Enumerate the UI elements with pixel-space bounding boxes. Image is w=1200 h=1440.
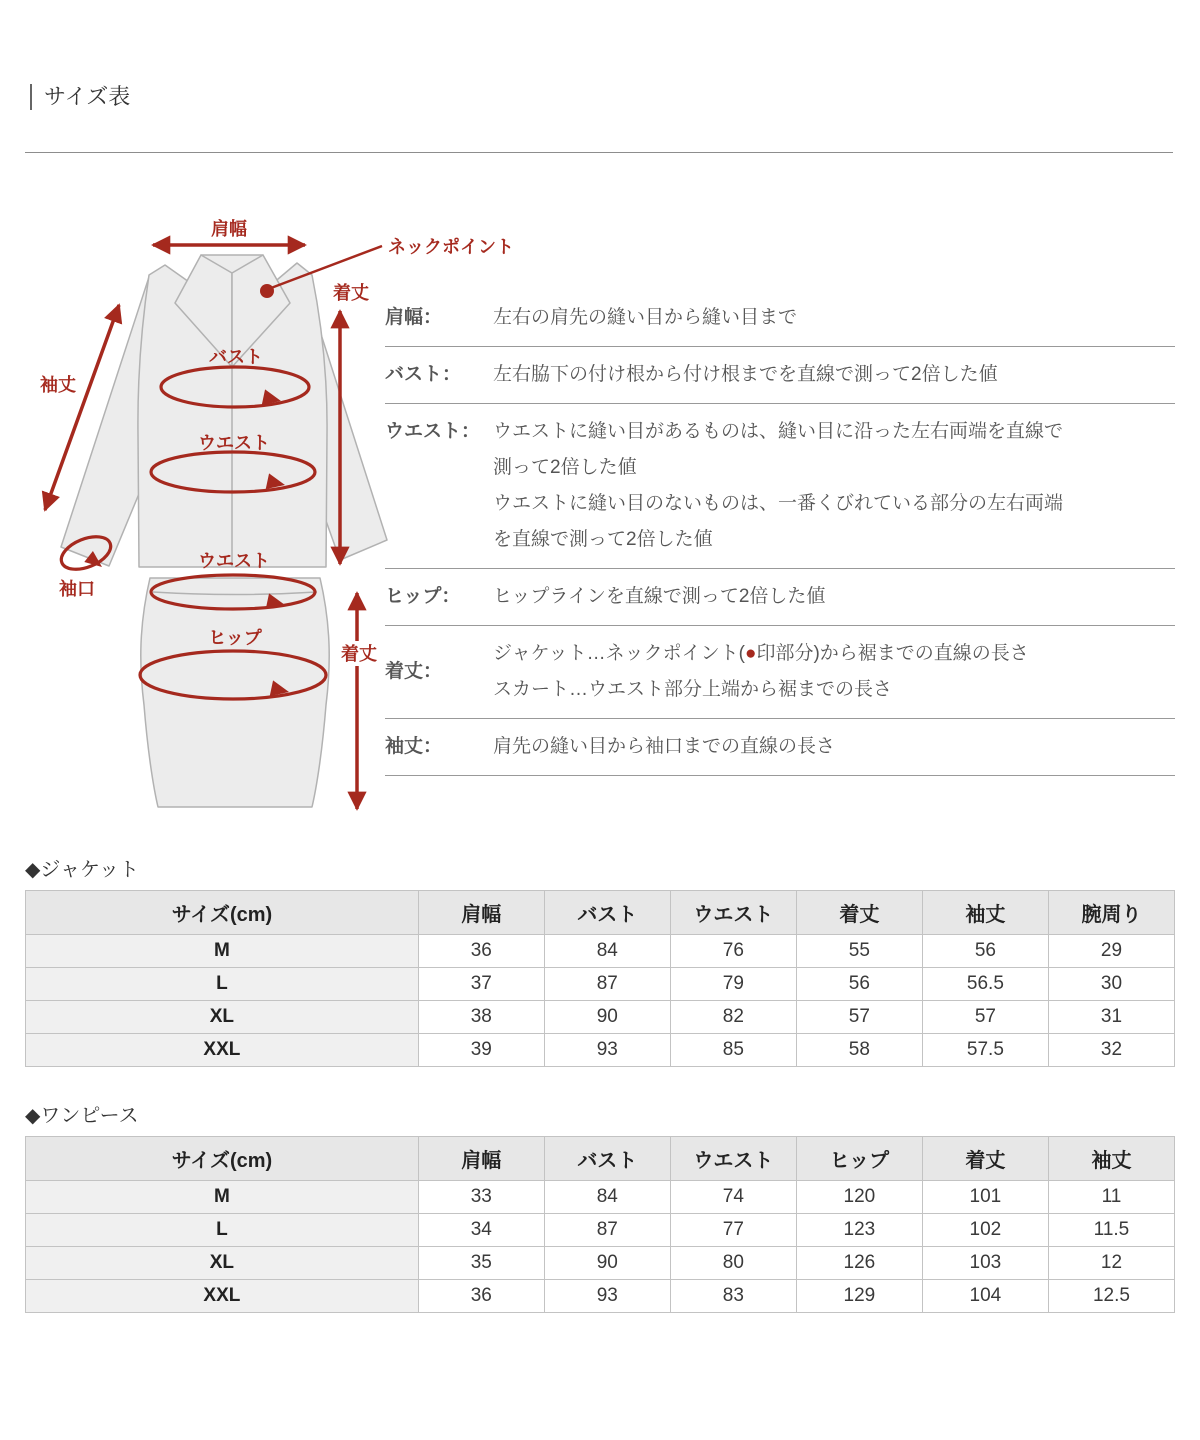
skirt-length-label: 着丈 [341,644,377,664]
measurement-cell: 58 [796,1034,922,1067]
measurement-cell: 12.5 [1048,1280,1174,1313]
measurement-cell: 31 [1048,1001,1174,1034]
measurement-cell: 57.5 [922,1034,1048,1067]
definition-text [493,414,1175,558]
definition-line: ウエストに縫い目があるものは、縫い目に沿った左右両端を直線で [493,421,1064,442]
column-header: 腕周り [1048,891,1174,935]
neck-point-pointer-line [271,246,382,288]
size-label: XL [26,1247,419,1280]
column-header: ヒップ [796,1137,922,1181]
onepiece-size-section [25,1104,1175,1313]
measurement-cell: 126 [796,1247,922,1280]
definition-line: ウエストに縫い目のないものは、一番くびれている部分の左右両端 [493,493,1064,514]
skirt-waist-label: ウエスト [198,551,270,571]
measurement-cell: 104 [922,1280,1048,1313]
jacket-table-head [26,891,1175,935]
column-header: 袖丈 [922,891,1048,935]
definition-line-suffix: 印部分)から裾までの直線の長さ [756,643,1029,664]
measurement-cell: 57 [922,1001,1048,1034]
measurement-cell: 36 [418,935,544,968]
table-row [26,1181,1175,1214]
definition-line [493,636,1175,672]
measurement-cell: 102 [922,1214,1048,1247]
definition-row-hip [385,569,1175,626]
sleeve-length-label: 袖丈 [40,375,76,395]
measurement-cell: 101 [922,1181,1048,1214]
definition-row-shoulder [385,290,1175,347]
size-label: XL [26,1001,419,1034]
measurement-cell: 79 [670,968,796,1001]
measurement-cell: 55 [796,935,922,968]
neck-point-dot-inline: ● [745,643,757,664]
definition-text [493,357,1175,393]
measurement-cell: 93 [544,1280,670,1313]
measurement-cell: 82 [670,1001,796,1034]
measurement-cell: 36 [418,1280,544,1313]
page-title-text: サイズ表 [44,84,131,109]
size-label: L [26,968,419,1001]
measurement-cell: 76 [670,935,796,968]
definition-text [493,636,1175,708]
cuff-label: 袖口 [59,579,95,599]
definition-line: を直線で測って2倍した値 [493,529,713,550]
definition-line: 左右脇下の付け根から付け根までを直線で測って2倍した値 [493,364,998,385]
measurement-cell: 83 [670,1280,796,1313]
definition-row-sleeve [385,719,1175,776]
column-header: サイズ(cm) [26,891,419,935]
measurement-cell: 84 [544,935,670,968]
size-label: L [26,1214,419,1247]
definition-term: ヒップ： [385,586,461,607]
measurement-cell: 129 [796,1280,922,1313]
column-header: 肩幅 [418,1137,544,1181]
definition-term: 肩幅： [385,307,443,328]
definition-term: ウエスト： [385,421,481,442]
definition-line: 左右の肩先の縫い目から縫い目まで [493,307,798,328]
measurement-cell: 103 [922,1247,1048,1280]
measurement-cell: 80 [670,1247,796,1280]
measurement-cell: 57 [796,1001,922,1034]
shoulder-width-label: 肩幅 [211,219,247,239]
onepiece-table-body [26,1181,1175,1313]
measurement-cell: 56 [922,935,1048,968]
definition-line: スカート…ウエスト部分上端から裾までの長さ [493,679,893,700]
neck-point-label: ネックポイント [388,237,514,257]
table-row [26,1001,1175,1034]
neck-point-dot [260,284,274,298]
measurement-cell: 34 [418,1214,544,1247]
definition-row-length [385,626,1175,719]
measurement-cell: 39 [418,1034,544,1067]
size-label: XXL [26,1034,419,1067]
measurement-cell: 38 [418,1001,544,1034]
definition-term: 着丈： [385,661,443,682]
hip-label: ヒップ [208,628,262,648]
table-row [26,1214,1175,1247]
onepiece-table-title: ◆ワンピース [25,1105,139,1127]
measurement-cell: 87 [544,968,670,1001]
column-header: 肩幅 [418,891,544,935]
definition-text [493,579,1175,615]
column-header: バスト [544,891,670,935]
page-title [30,84,130,110]
column-header: 着丈 [922,1137,1048,1181]
measurement-cell: 84 [544,1181,670,1214]
measurement-cell: 90 [544,1001,670,1034]
measurement-cell: 74 [670,1181,796,1214]
measurement-cell: 29 [1048,935,1174,968]
measurement-definitions [385,290,1175,776]
measurement-cell: 90 [544,1247,670,1280]
definition-row-waist [385,404,1175,569]
column-header: サイズ(cm) [26,1137,419,1181]
measurement-cell: 85 [670,1034,796,1067]
measurement-cell: 87 [544,1214,670,1247]
jacket-table-title: ◆ジャケット [25,859,139,881]
jacket-size-section [25,858,1175,1067]
measurement-cell: 32 [1048,1034,1174,1067]
definition-term: バスト： [385,364,462,385]
definition-term: 袖丈： [385,736,443,757]
measurement-cell: 120 [796,1181,922,1214]
definition-line: 肩先の縫い目から袖口までの直線の長さ [493,736,836,757]
measurement-cell: 11 [1048,1181,1174,1214]
onepiece-table-head [26,1137,1175,1181]
table-row [26,1280,1175,1313]
definition-text [493,729,1175,765]
measurement-cell: 11.5 [1048,1214,1174,1247]
jacket-size-table [25,890,1175,1067]
jacket-length-label: 着丈 [333,283,369,303]
size-label: XXL [26,1280,419,1313]
table-header-row [26,1137,1175,1181]
column-header: バスト [544,1137,670,1181]
definition-line: 測って2倍した値 [493,457,637,478]
table-row [26,1034,1175,1067]
measurement-cell: 30 [1048,968,1174,1001]
column-header: 袖丈 [1048,1137,1174,1181]
measurement-cell: 12 [1048,1247,1174,1280]
measurement-cell: 77 [670,1214,796,1247]
measurement-cell: 56 [796,968,922,1001]
jacket-waist-label: ウエスト [198,433,270,453]
definition-text [493,300,1175,336]
definition-line: ヒップラインを直線で測って2倍した値 [493,586,826,607]
size-label: M [26,1181,419,1214]
definition-line-prefix: ジャケット…ネックポイント( [493,643,745,664]
size-label: M [26,935,419,968]
title-divider [25,152,1173,153]
column-header: ウエスト [670,1137,796,1181]
onepiece-size-table [25,1136,1175,1313]
table-row [26,935,1175,968]
jacket-table-body [26,935,1175,1067]
measurement-cell: 93 [544,1034,670,1067]
table-header-row [26,891,1175,935]
measurement-cell: 35 [418,1247,544,1280]
column-header: 着丈 [796,891,922,935]
measurement-cell: 56.5 [922,968,1048,1001]
bust-label: バスト [209,347,263,367]
column-header: ウエスト [670,891,796,935]
table-row [26,1247,1175,1280]
measurement-cell: 33 [418,1181,544,1214]
definition-row-bust [385,347,1175,404]
measurement-cell: 123 [796,1214,922,1247]
table-row [26,968,1175,1001]
measurement-cell: 37 [418,968,544,1001]
